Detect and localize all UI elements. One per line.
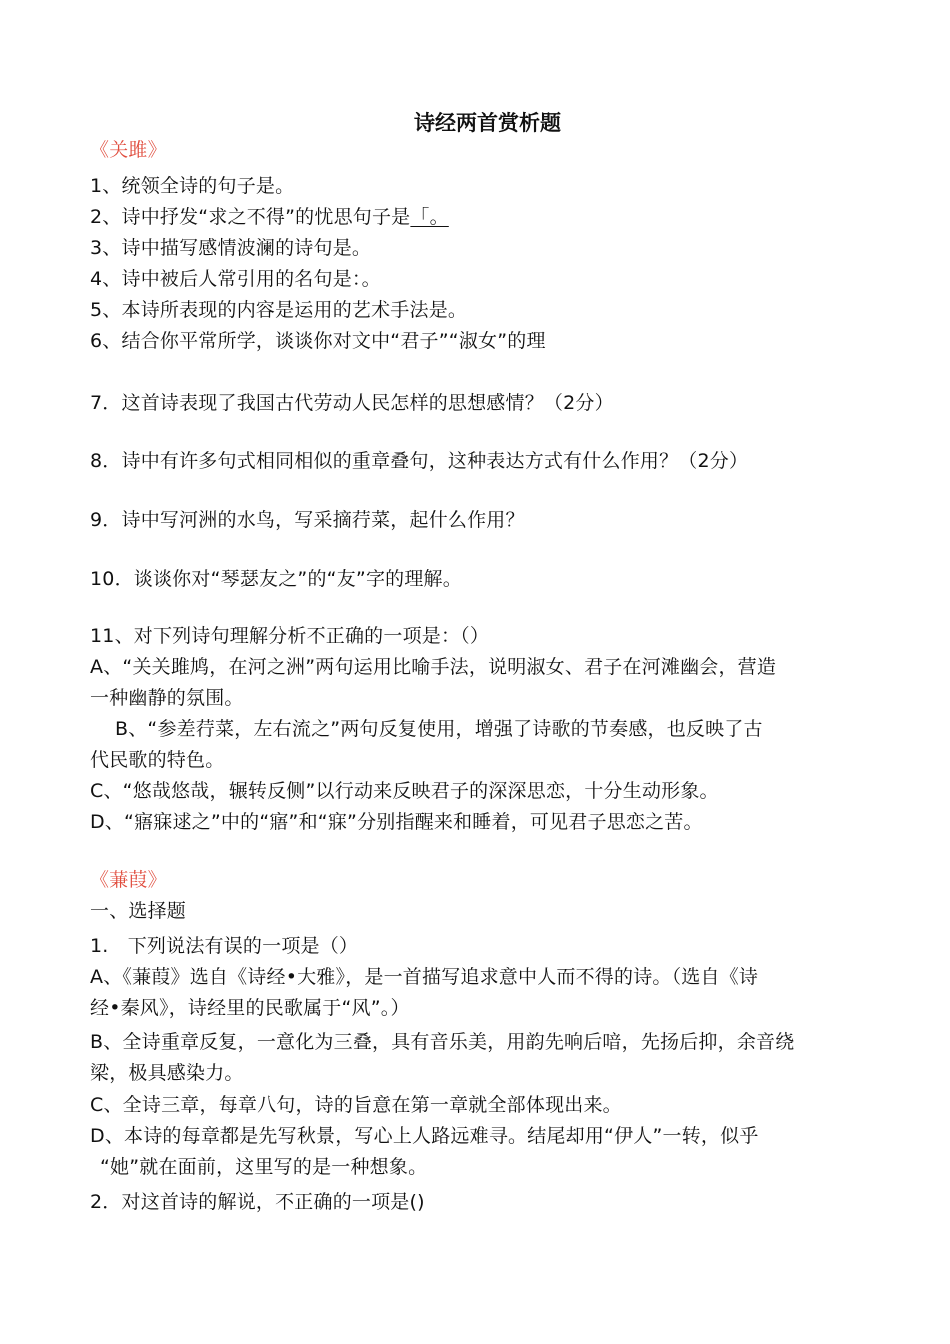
jianjia-question-1: 1. 下列说法有误的一项是（） xyxy=(90,935,359,957)
question-2-blank: 「。 xyxy=(410,206,449,228)
page-title: 诗经两首赏析题 xyxy=(414,111,561,135)
question-1: 1、统领全诗的句子是。 xyxy=(90,175,295,197)
jianjia-question-1-option-b-cont: 梁，极具感染力。 xyxy=(90,1062,244,1084)
question-11-option-d: D、“寤寐逑之”中的“寤”和“寐”分别指醒来和睡着，可见君子思恋之苦。 xyxy=(90,811,703,833)
question-2-text: 2、诗中抒发“求之不得”的忧思句子是 xyxy=(90,206,411,228)
part-heading-choice: 一、选择题 xyxy=(90,900,187,922)
section-heading-jianjia: 《蒹葭》 xyxy=(90,869,167,891)
section-heading-guanju: 《关雎》 xyxy=(90,139,167,161)
question-11: 11、对下列诗句理解分析不正确的一项是：（） xyxy=(90,625,490,647)
jianjia-question-1-option-d: D、本诗的每章都是先写秋景，写心上人路远难寻。结尾却用“伊人”一转，似乎 xyxy=(90,1125,759,1147)
question-4: 4、诗中被后人常引用的名句是：。 xyxy=(90,268,381,290)
question-9: 9．诗中写河洲的水鸟，写采摘荇菜，起什么作用？ xyxy=(90,509,525,531)
question-11-option-b: B、“参差荇菜，左右流之”两句反复使用，增强了诗歌的节奏感，也反映了古 xyxy=(115,718,763,740)
jianjia-question-1-option-c: C、全诗三章，每章八句，诗的旨意在第一章就全部体现出来。 xyxy=(90,1094,622,1116)
jianjia-question-1-option-b: B、全诗重章反复，一意化为三叠，具有音乐美，用韵先响后喑，先扬后抑，余音绕 xyxy=(90,1031,795,1053)
question-11-option-a: A、“关关雎鸠，在河之洲”两句运用比喻手法，说明淑女、君子在河滩幽会，营造 xyxy=(90,656,777,678)
question-6: 6、结合你平常所学，谈谈你对文中“君子”“淑女”的理 xyxy=(90,330,546,352)
question-10: 10．谈谈你对“琴瑟友之”的“友”字的理解。 xyxy=(90,568,462,590)
question-3: 3、诗中描写感情波澜的诗句是。 xyxy=(90,237,372,259)
question-11-option-b-cont: 代民歌的特色。 xyxy=(90,749,225,771)
jianjia-question-1-option-a: A、《蒹葭》选自《诗经•大雅》，是一首描写追求意中人而不得的诗。（选自《诗 xyxy=(90,966,759,988)
question-2 xyxy=(90,203,449,231)
question-11-option-a-cont: 一种幽静的氛围。 xyxy=(90,687,244,709)
jianjia-question-1-option-d-cont: “她”就在面前，这里写的是一种想象。 xyxy=(100,1156,428,1178)
jianjia-question-1-option-a-cont: 经•秦风》，诗经里的民歌属于“风”。） xyxy=(90,997,410,1019)
question-7: 7．这首诗表现了我国古代劳动人民怎样的思想感情？（2分） xyxy=(90,392,614,414)
question-8: 8．诗中有许多句式相同相似的重章叠句，这种表达方式有什么作用？（2分） xyxy=(90,450,749,472)
question-5: 5、本诗所表现的内容是运用的艺术手法是。 xyxy=(90,299,468,321)
jianjia-question-2: 2．对这首诗的解说，不正确的一项是() xyxy=(90,1191,425,1213)
question-11-option-c: C、“悠哉悠哉，辗转反侧”以行动来反映君子的深深思恋，十分生动形象。 xyxy=(90,780,719,802)
